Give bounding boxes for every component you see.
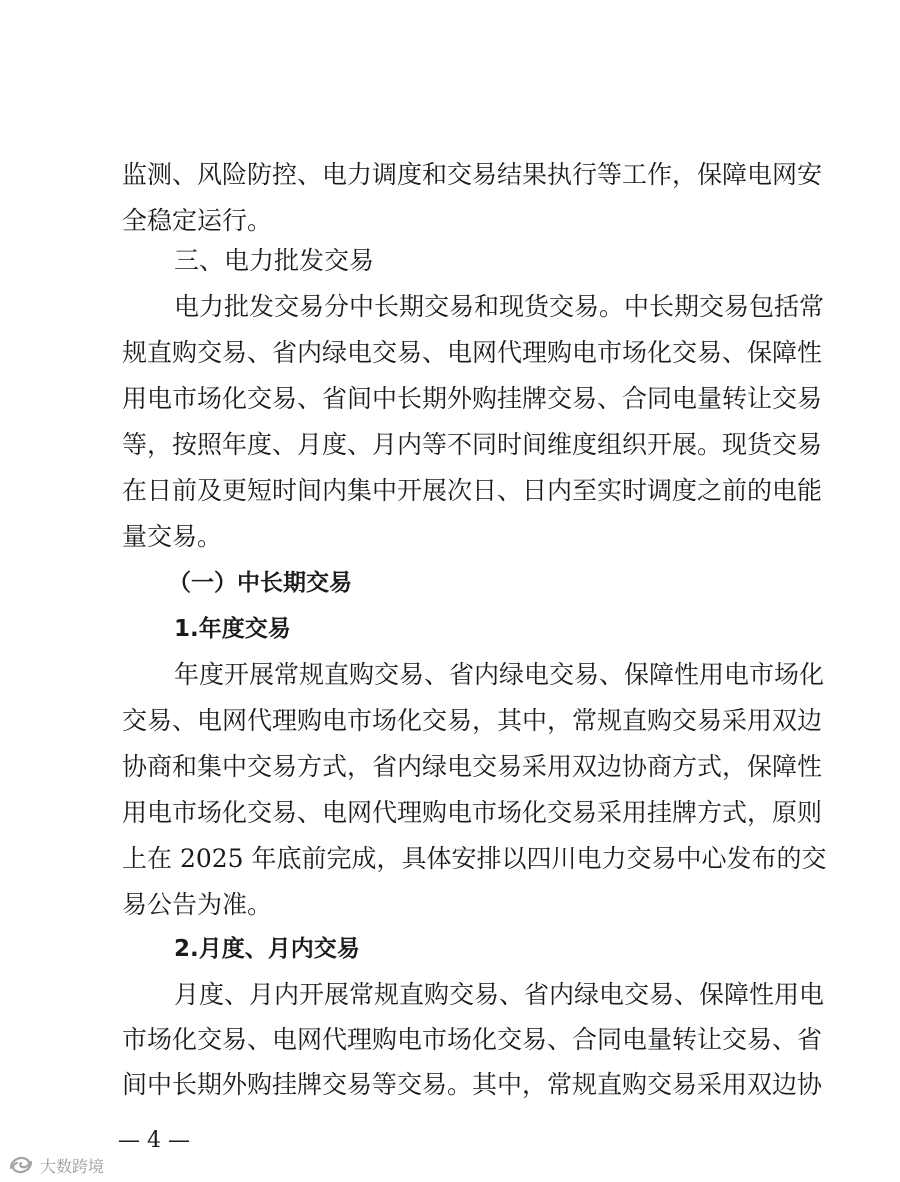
text-line: 用电市场化交易、电网代理购电市场化交易采用挂牌方式，原则 <box>122 798 823 827</box>
text-line: 年度开展常规直购交易、省内绿电交易、保障性用电市场化 <box>174 660 825 689</box>
text-line: 等，按照年度、月度、月内等不同时间维度组织开展。现货交易 <box>122 430 823 459</box>
text-line: 电力批发交易分中长期交易和现货交易。中长期交易包括常 <box>174 292 825 321</box>
item-heading: 1.年度交易 <box>174 616 291 642</box>
text-line: 交易、电网代理购电市场化交易，其中，常规直购交易采用双边 <box>122 706 823 735</box>
text-line: 量交易。 <box>122 522 223 551</box>
text-line: 协商和集中交易方式，省内绿电交易采用双边协商方式，保障性 <box>122 752 823 781</box>
item-heading: 2.月度、月内交易 <box>174 936 360 962</box>
text-line: 易公告为准。 <box>122 890 273 919</box>
text-line: 上在 2025 年底前完成，具体安排以四川电力交易中心发布的交 <box>122 844 827 873</box>
text-line: 监测、风险防控、电力调度和交易结果执行等工作，保障电网安 <box>122 160 823 189</box>
text-line: 在日前及更短时间内集中开展次日、日内至实时调度之前的电能 <box>122 476 823 505</box>
text-line: 月度、月内开展常规直购交易、省内绿电交易、保障性用电 <box>174 980 825 1009</box>
section-heading: 三、电力批发交易 <box>174 246 375 275</box>
text-line: 全稳定运行。 <box>122 206 273 235</box>
watermark-text: 大数跨境 <box>40 1156 105 1176</box>
text-line: 间中长期外购挂牌交易等交易。其中，常规直购交易采用双边协 <box>122 1070 823 1099</box>
text-line: 市场化交易、电网代理购电市场化交易、合同电量转让交易、省 <box>122 1025 823 1054</box>
subsection-heading: （一）中长期交易 <box>168 570 352 596</box>
text-line: 规直购交易、省内绿电交易、电网代理购电市场化交易、保障性 <box>122 338 823 367</box>
text-line: 用电市场化交易、省间中长期外购挂牌交易、合同电量转让交易 <box>122 384 823 413</box>
page-number: — 4 — <box>118 1128 190 1153</box>
logo-swirl-icon <box>8 1154 34 1176</box>
watermark <box>8 1153 104 1177</box>
